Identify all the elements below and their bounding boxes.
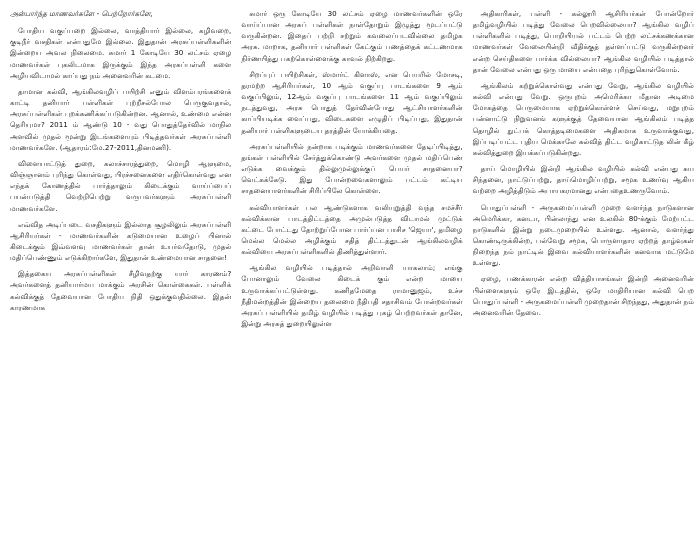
text-column-3 bbox=[473, 8, 694, 542]
paragraph: போதிய வகுப்பறை இல்லை, வாத்தியார் இல்லை, கழிவறை, குடிநீர் வசதிகள் என்பதுமே இல்லை. இதுதான் அரசுப்பள்ளிகளின் இன்றைய அவல நிலைமை. சுமார் 1 கோடியே 30 லட்சம் ஏழை மாணவர்கள் புகலிடமாக இருக்கும் இந்த அரசுப்பள்ளி களை அழியவிடாமல் காப்பது நம் அனைவரின் கடமை. bbox=[10, 26, 232, 80]
paragraph: இத்தகைய அரசுப்பள்ளிகள் சீழிவதற்கு யார் காரணம்? அவர்களைத் தனியார்மய மாக்கும் அரசின் கொள்கைகள். பள்ளிக் கல்விக்குத் தேவையான போதிய நிதி ஒதுக்குவதில்லை. இதன் காரணமாக bbox=[10, 269, 232, 312]
paragraph: எவ்வித அடிப்படை வசதிகளும் இல்லாத சூழலிலும் அரசுப்பள்ளி ஆசிரியர்கள் - மாணவர்களின் கடுமையான உழைப் பினால் கிடைக்கும் இவ்வளவு மாணவர்கள் தான் உயர்வதோடு, முதல் மதிப்பெண்ணும் எடுக்கிறார்களே, இதுதான் உண்மையான சாதனை! bbox=[10, 219, 232, 263]
salutation: அன்பார்ந்த மாணவர்களே - பெற்றோர்களே, bbox=[10, 9, 153, 18]
paragraph: தாமான கல்வி, ஆங்கிலவழிப் பயிற்சி எனும் விளம்பரங்களைக் காட்டி தனியார் பள்ளிகள் புற்றீசல்போல பெருகுவதால், அரசுப்பள்ளிகள் புறக்கணிக்கப்படுகின்றன. ஆனால், உண்மை என்ன தெரியுமா? 2011 ம் ஆண்டு 10 - வது பொதுத்தேர்வில் மாநில அளவில் முதல் மூன்று இடங்களையும் பிடித்தவர்கள் அரசுப்பள்ளி மாணவர்களே. (ஆதாரம்:மே.27-2011,தினமணி). bbox=[10, 86, 232, 152]
text-column-2 bbox=[241, 8, 462, 542]
paragraph: அரசுப்பள்ளியில் நன்றாக படிக்கும் மாணவர்களை தேடிப்பிடித்து, தங்கள் பள்ளியில் சேர்த்துக்கொண்டு அவர்களை முதல் மதிப்பெண் எடுக்க வைக்கும் தில்லுமுல்லுக்குப் பெயர் சாதனையா? வெட்கக்கேடு. இது போன்றவைகளாலும் பட்டம் கட்டிய சாதனையாளர்களின் சிரிப்பிலே கொள்ளை. bbox=[241, 141, 463, 196]
paragraph: சுமார் ஒரு கோடியே 30 லட்சம் ஏழை மாணவர்களின் ஒரே வாய்ப்பான அரசுப் பள்ளிகள் நாள்தோறும் இழுத்து மூடப்பட்டு வருகின்றன. இதைப் பற்றி சற்றும் கவலைப்படவில்லை தமிழக அரசு. மாறாக, தனியார் பள்ளிகள் கேட்கும் பணத்தைக் கட்டணமாக நிர்ணயித்து பகற்கொள்ளைக்கு காவல் நிற்கிறது. bbox=[241, 9, 463, 63]
paragraph: கல்வியாளர்கள் பல ஆண்டுகளாக வலியுறுத்தி வந்த சமச்சீர் கல்விக்கான பாடத்திட்டத்தை அமுல்படுத்த விடாமல் முட்டுக் கட்டை போட்டது தோற்றுப்போன பார்ப்பன பாசிச 'ஜெயா', தமிழை மெல்ல மெல்ல அழிக்கும் சதித் திட்டத்துடன் ஆங்கிலவழிக் கல்வியை அரசுப்பள்ளிகளில் திணித்துள்ளார். bbox=[241, 202, 463, 257]
text-column-1 bbox=[10, 8, 231, 542]
paragraph: விளையாட்டுத் துறை, கலாச்சாரத்துறை, மொழி ஆளுமை, விஞ்ஞானம் புரிந்து கொள்வது, பிரச்சனைகளை எதிர்கொள்வது என எந்தக் கோணத்தில் பார்த்தாலும் கிடைக்கும் வாய்ப்பைப் பயன்படுத்தி வெற்றிபெற்று வருபவர்களும் அரசுப்பள்ளி மாணவர்களே. bbox=[10, 158, 232, 213]
paragraph: ஏழை, பணக்காரன் என்ற வித்தியாசங்கள் இன்றி அனைவரின் பிள்ளைகளும் ஒரே இடத்தில், ஒரே மாதிரியான கல்வி பெற பொதுப்பள்ளி - அருகமைப்பள்ளி முறைதான் சிறந்தது, அதுதான் நம் அனைவரின் தேவை. bbox=[472, 274, 694, 317]
paragraph: சிறப்புப் பயிற்சிகள், ஸ்மார்ட் கிளாஸ், என பெயரில் மோசடி, தரமற்ற ஆசிரியர்கள், 10 ஆம் வகுப்பு பாடங்களை 9 ஆம் வகுப்பிலும், 12ஆம் வகுப்பு பாடங்களை 11 ஆம் வகுப்பிலும் நடத்துவது, அரசு பொதுத் தேர்வின்போது ஆட்சியாளர்களின் காப்பியடிக்க வைப்பது, விடைகளை எழுதிப் பிடிப்பது, இதுதான் தனியார் பள்ளிகளுடைய தரத்தின் யோக்கியதை. bbox=[241, 69, 463, 135]
paragraph: தாய் மொழியில் இன்றி ஆங்கில வழியில் கல்வி என்பது சுய சிந்தனை, நாட்டுப்பற்று, தாய்மொழிப்பற்று, சமூக உணர்வு ஆகிய வற்றை அழித்திடும் அபாயகரமானது என்பதைஉணருவோம். bbox=[472, 164, 694, 196]
paragraph: ஆங்கிலம் கற்றுக்கொள்வது என்பது வேறு, ஆங்கில வழியில் கல்வி என்பது வேறு. ஒருபுறம் அமெரிக்கா மீதான அடிமை மோகத்தை பெருமையாக ஏற்றுக்கொள்ளச் செய்வது, மறுபுறம் பன்னாட்டு நிறுவனங் களுக்குத் தேவையான ஆங்கிலம் படித்த தொழில் நுட்பக் கொத்தடிமைகளை அதிகமாக உருவாக்குவது, இப்படிப்பட்ட புதிய மெக்காலே கல்வித் திட்ட வழிகாட்டுத லின் கீழ் கல்வித்துறை இயக்கப்படுகின்றது. bbox=[472, 80, 694, 157]
paragraph: பொதுப்பள்ளி - அருகமைப்பள்ளி முறை வளர்ந்த நாடுகளான அமெரிக்கா, கனடா, பின்லாந்து என உலகில் 80-க்கும் மேற்பட்ட நாடுகளில் இன்று நடைமுறையில் உள்ளது. ஆனால், வளர்ந்து கொண்டிருக்கின்ற, பல்வேறு சமூக, பொருளாதார ஏற்றத் தாழ்வுகள் நிறைந்த நம் நாட்டில் இவை கல்வியாளர்களின் கனவாக மட்டுமே உள்ளது. bbox=[472, 202, 694, 268]
paragraph: ஆங்கில வழியில் படித்தால் அறிவாளி யாகலாம்; எங்கு போனாலும் வேலை கிடைக் கும் என்ற மாயை உருவாக்கப்பட்டுள்ளது. கணிதமேதை ராமானுஜம், உச்ச நீதிமன்றத்தின் இன்றைய தலைமை நீதிபதி சதாசிவம் போன்றவர்கள் அரசுப் பள்ளியில் தமிழ் வழியில் படித்து புகழ் பெற்றவர்கள் தானே, இன்று அரசுத் துறையிலுள்ள bbox=[241, 263, 463, 329]
paragraph: அதிகாரிகள், பள்ளி - கல்லூரி ஆசிரியர்கள் போன்றோர் தமிழ்வழியில் படித்து வேலை பெறவில்லையா? ஆங்கில வழிப் பள்ளிகளில் படித்து, பொறியியல் பட்டம் பெற்ற லட்சக்கணக்கான மாணவர்கள் வேலையின்றி வீதிக்குத் தள்ளப்பட்டு வருகின்றனர் என்ற செய்திகளை பார்க்க வில்லையா? ஆங்கில வழியில் படித்தால் தான் வேலை என்பது ஒரு மாயை என்பதை புரிந்துகொள்வோம். bbox=[472, 9, 694, 74]
